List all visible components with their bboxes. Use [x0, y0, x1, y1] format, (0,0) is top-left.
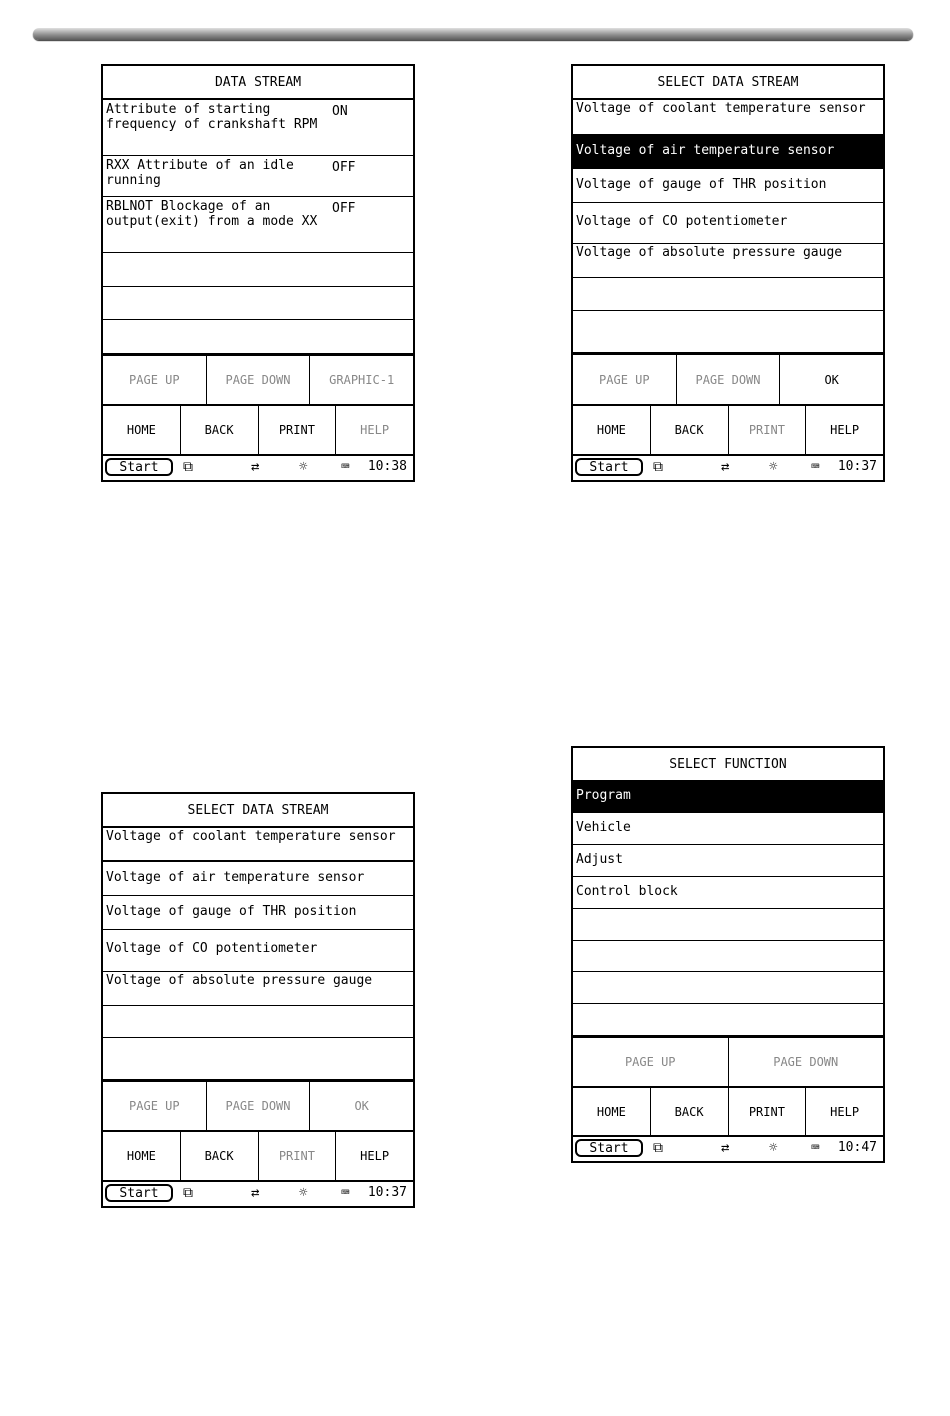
list-item[interactable] — [573, 244, 883, 278]
clock: 10:47 — [837, 1140, 877, 1155]
clock: 10:37 — [837, 459, 877, 474]
brightness-icon[interactable]: ☼ — [299, 1185, 308, 1201]
nav-button-row — [103, 354, 413, 404]
transfer-icon[interactable]: ⇄ — [721, 459, 730, 475]
list-item[interactable] — [103, 972, 413, 1006]
item-label: Program — [576, 788, 631, 803]
list-item[interactable] — [573, 877, 883, 909]
item-label: Voltage of air temperature sensor — [106, 870, 365, 885]
screen-title: SELECT DATA STREAM — [573, 66, 883, 100]
home-button[interactable]: HOME — [103, 406, 181, 454]
item-label: Adjust — [576, 852, 623, 867]
taskbar — [103, 454, 413, 480]
brightness-icon[interactable]: ☼ — [769, 459, 778, 475]
nav-button-row — [573, 1036, 883, 1086]
item-value: OFF — [332, 201, 356, 216]
print-button[interactable]: PRINT — [729, 406, 807, 454]
nav-button-row — [103, 1080, 413, 1130]
item-label: RBLNOT Blockage of an output(exit) from a mode XX — [106, 199, 318, 229]
list-item[interactable] — [103, 197, 413, 253]
item-label: Voltage of coolant temperature sensor — [576, 101, 866, 116]
home-button[interactable]: HOME — [103, 1132, 181, 1180]
screen-select-data-stream — [571, 64, 885, 482]
keyboard-icon[interactable]: ⌨ — [811, 459, 820, 475]
brightness-icon[interactable]: ☼ — [769, 1140, 778, 1156]
screen-select-data-stream — [101, 792, 415, 1208]
windows-icon[interactable]: ⧉ — [653, 1140, 663, 1156]
home-button[interactable]: HOME — [573, 1088, 651, 1136]
function-button-row — [573, 1086, 883, 1136]
item-label: Attribute of starting frequency of crankshaft RPM — [106, 102, 318, 132]
item-label: Voltage of air temperature sensor — [576, 143, 835, 158]
windows-icon[interactable]: ⧉ — [183, 459, 193, 475]
screen-title: SELECT DATA STREAM — [103, 794, 413, 828]
clock: 10:37 — [367, 1185, 407, 1200]
page-up-button[interactable]: PAGE UP — [573, 355, 677, 404]
list-item[interactable] — [103, 253, 413, 287]
header-bar — [33, 28, 913, 40]
back-button[interactable]: BACK — [651, 1088, 729, 1136]
page-down-button[interactable]: PAGE DOWN — [773, 1055, 839, 1069]
taskbar — [573, 454, 883, 480]
start-button[interactable]: Start — [575, 458, 643, 476]
function-button-row — [103, 1130, 413, 1180]
windows-icon[interactable]: ⧉ — [183, 1185, 193, 1201]
list-item[interactable] — [573, 845, 883, 877]
nav-button-row — [573, 353, 883, 404]
item-value: OFF — [332, 160, 356, 175]
list-item[interactable] — [103, 862, 413, 896]
function-button-row — [103, 404, 413, 454]
list-item[interactable] — [103, 930, 413, 972]
list-item-selected[interactable] — [573, 135, 883, 169]
page-up-button[interactable]: PAGE UP — [103, 1082, 207, 1130]
graphic-button[interactable]: GRAPHIC-1 — [329, 373, 395, 387]
back-button[interactable]: BACK — [181, 1132, 259, 1180]
print-button[interactable]: PRINT — [259, 1132, 337, 1180]
item-label: Voltage of absolute pressure gauge — [576, 245, 843, 260]
item-label: Control block — [576, 884, 678, 899]
item-label: Voltage of absolute pressure gauge — [106, 973, 373, 988]
back-button[interactable]: BACK — [651, 406, 729, 454]
keyboard-icon[interactable]: ⌨ — [341, 459, 350, 475]
page-down-button[interactable]: PAGE DOWN — [207, 1082, 311, 1130]
item-label: RXX Attribute of an idle running — [106, 158, 294, 188]
list-item[interactable] — [103, 896, 413, 930]
list-item[interactable] — [573, 169, 883, 203]
page-up-button[interactable]: PAGE UP — [103, 356, 207, 404]
list-item[interactable] — [103, 1006, 413, 1038]
brightness-icon[interactable]: ☼ — [299, 459, 308, 475]
list-item[interactable] — [103, 320, 413, 354]
help-button[interactable]: HELP — [360, 1149, 390, 1163]
clock: 10:38 — [367, 459, 407, 474]
item-label: Voltage of CO potentiometer — [576, 214, 788, 229]
list-item[interactable] — [103, 1038, 413, 1080]
start-button[interactable]: Start — [105, 458, 173, 476]
list-item[interactable] — [573, 813, 883, 845]
list-item[interactable] — [573, 972, 883, 1004]
page-down-button[interactable]: PAGE DOWN — [207, 356, 311, 404]
list-item[interactable] — [573, 100, 883, 135]
list-item[interactable] — [103, 828, 413, 862]
print-button[interactable]: PRINT — [259, 406, 337, 454]
ok-button[interactable]: OK — [824, 372, 839, 387]
windows-icon[interactable]: ⧉ — [653, 459, 663, 475]
list-item[interactable] — [103, 156, 413, 197]
page-down-button[interactable]: PAGE DOWN — [677, 355, 781, 404]
transfer-icon[interactable]: ⇄ — [251, 459, 260, 475]
item-label: Voltage of gauge of THR position — [106, 904, 357, 919]
item-label: Voltage of coolant temperature sensor — [106, 829, 396, 844]
function-button-row — [573, 404, 883, 454]
back-button[interactable]: BACK — [181, 406, 259, 454]
transfer-icon[interactable]: ⇄ — [251, 1185, 260, 1201]
list-item[interactable] — [573, 311, 883, 353]
keyboard-icon[interactable]: ⌨ — [341, 1185, 350, 1201]
item-label: Voltage of gauge of THR position — [576, 177, 827, 192]
item-label: Voltage of CO potentiometer — [106, 941, 318, 956]
list-item[interactable] — [573, 1004, 883, 1036]
print-button[interactable]: PRINT — [729, 1088, 807, 1136]
start-button[interactable]: Start — [105, 1184, 173, 1202]
screen-title: DATA STREAM — [103, 66, 413, 100]
keyboard-icon[interactable]: ⌨ — [811, 1140, 820, 1156]
screen-title: SELECT FUNCTION — [573, 748, 883, 782]
help-button[interactable]: HELP — [360, 423, 390, 437]
list-item[interactable] — [573, 203, 883, 244]
list-item[interactable] — [573, 909, 883, 941]
taskbar — [103, 1180, 413, 1206]
home-button[interactable]: HOME — [573, 406, 651, 454]
list-item[interactable] — [573, 278, 883, 311]
taskbar — [573, 1135, 883, 1161]
list-item[interactable] — [103, 287, 413, 320]
list-item[interactable] — [573, 941, 883, 972]
start-button[interactable]: Start — [575, 1139, 643, 1157]
item-label: Vehicle — [576, 820, 631, 835]
help-button[interactable]: HELP — [830, 1105, 860, 1119]
item-value: ON — [332, 104, 348, 119]
help-button[interactable]: HELP — [830, 423, 860, 437]
screen-data-stream — [101, 64, 415, 482]
ok-button[interactable]: OK — [354, 1099, 369, 1113]
screen-select-function — [571, 746, 885, 1163]
list-item-selected[interactable] — [573, 782, 883, 813]
list-item[interactable] — [103, 100, 413, 156]
page-up-button[interactable]: PAGE UP — [573, 1038, 729, 1086]
transfer-icon[interactable]: ⇄ — [721, 1140, 730, 1156]
